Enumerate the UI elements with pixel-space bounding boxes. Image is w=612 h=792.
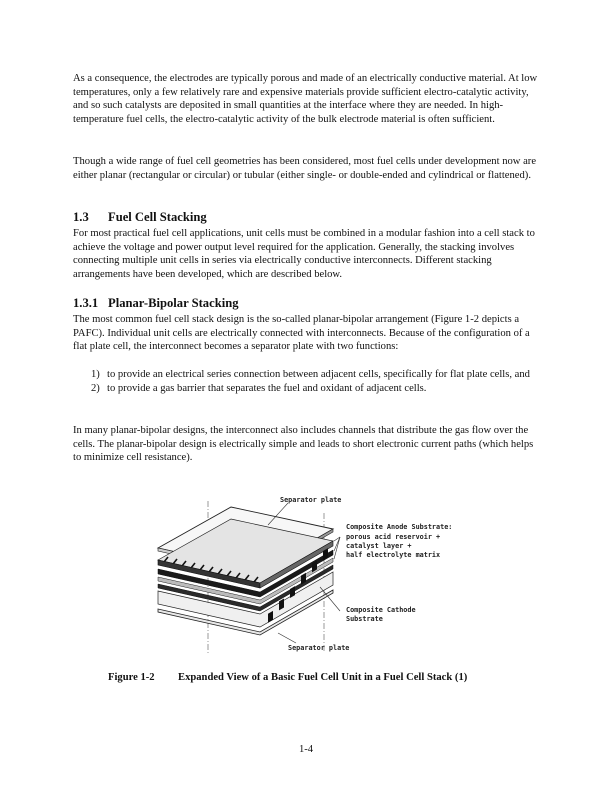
list-item: [73, 368, 543, 382]
label-anode-line1: Composite Anode Substrate:: [346, 523, 453, 531]
list-item-text: to provide an electrical series connection between adjacent cells, specifically for flat plate cells, and: [107, 369, 530, 380]
label-cathode-line1: Composite Cathode: [346, 606, 416, 614]
paragraph-stacking: For most practical fuel cell applications, unit cells must be combined in a modular fashion into a cell stack to achieve the voltage and power output level required for the application. Generally, the stacking involves connecting multiple unit cells in series via electrically conductive interconnects. Different stacking arrangements have been developed, which are described below.: [73, 228, 535, 280]
label-anode-line4: half electrolyte matrix: [346, 551, 441, 559]
subsection-title: Planar-Bipolar Stacking: [108, 296, 239, 310]
list-item-text: to provide a gas barrier that separates the fuel and oxidant of adjacent cells.: [107, 382, 427, 394]
label-anode-line2: porous acid reservoir +: [346, 533, 441, 541]
figure-number: Figure 1-2: [108, 672, 155, 683]
page-number: 1-4: [298, 744, 314, 755]
paragraph-channels: In many planar-bipolar designs, the interconnect also includes channels that distribute the gas flow over the cells. The planar-bipolar design is electrically simple and leads to short electronic current paths (which helps to minimize cell resistance).: [73, 425, 534, 463]
label-anode-line3: catalyst layer +: [346, 542, 412, 550]
label-separator-plate-top: Separator plate: [280, 496, 342, 504]
list-item: [73, 382, 543, 396]
fuel-cell-stack-figure: [148, 493, 478, 658]
function-list: [73, 368, 543, 395]
section-heading-1-3: [73, 210, 207, 225]
paragraph-geometries: Though a wide range of fuel cell geometries has been considered, most fuel cells under development now are either planar (rectangular or circular) or tubular (either single- or double-ended and cylindrical or flattened).: [73, 156, 537, 181]
figure-caption: [108, 671, 467, 684]
section-title: Fuel Cell Stacking: [108, 210, 207, 224]
label-separator-plate-bottom: Separator plate: [288, 644, 350, 652]
list-marker: 1): [91, 369, 100, 380]
section-number: 1.3: [73, 210, 89, 224]
paragraph-planar-bipolar: The most common fuel cell stack design is the so-called planar-bipolar arrangement (Figure 1-2 depicts a PAFC). Individual unit cells are electrically connected with interconnects. Because of the configuration of a flat plate cell, the interconnect becomes a separator plate with two functions:: [73, 314, 530, 352]
label-cathode-line2: Substrate: [346, 615, 383, 623]
section-heading-1-3-1: [73, 296, 239, 311]
paragraph-electrodes: As a consequence, the electrodes are typically porous and made of an electrically conductive material. At low temperatures, only a few relatively rare and expensive materials provide sufficient electro-catalytic activity, and so such catalysts are deposited in small quantities at the interface where they are needed. In high-temperature fuel cells, the electro-catalytic activity of the bulk electrode material is often sufficient.: [73, 73, 538, 125]
list-marker: 2): [91, 382, 100, 394]
subsection-number: 1.3.1: [73, 296, 99, 310]
figure-title: Expanded View of a Basic Fuel Cell Unit in a Fuel Cell Stack (1): [178, 672, 468, 683]
